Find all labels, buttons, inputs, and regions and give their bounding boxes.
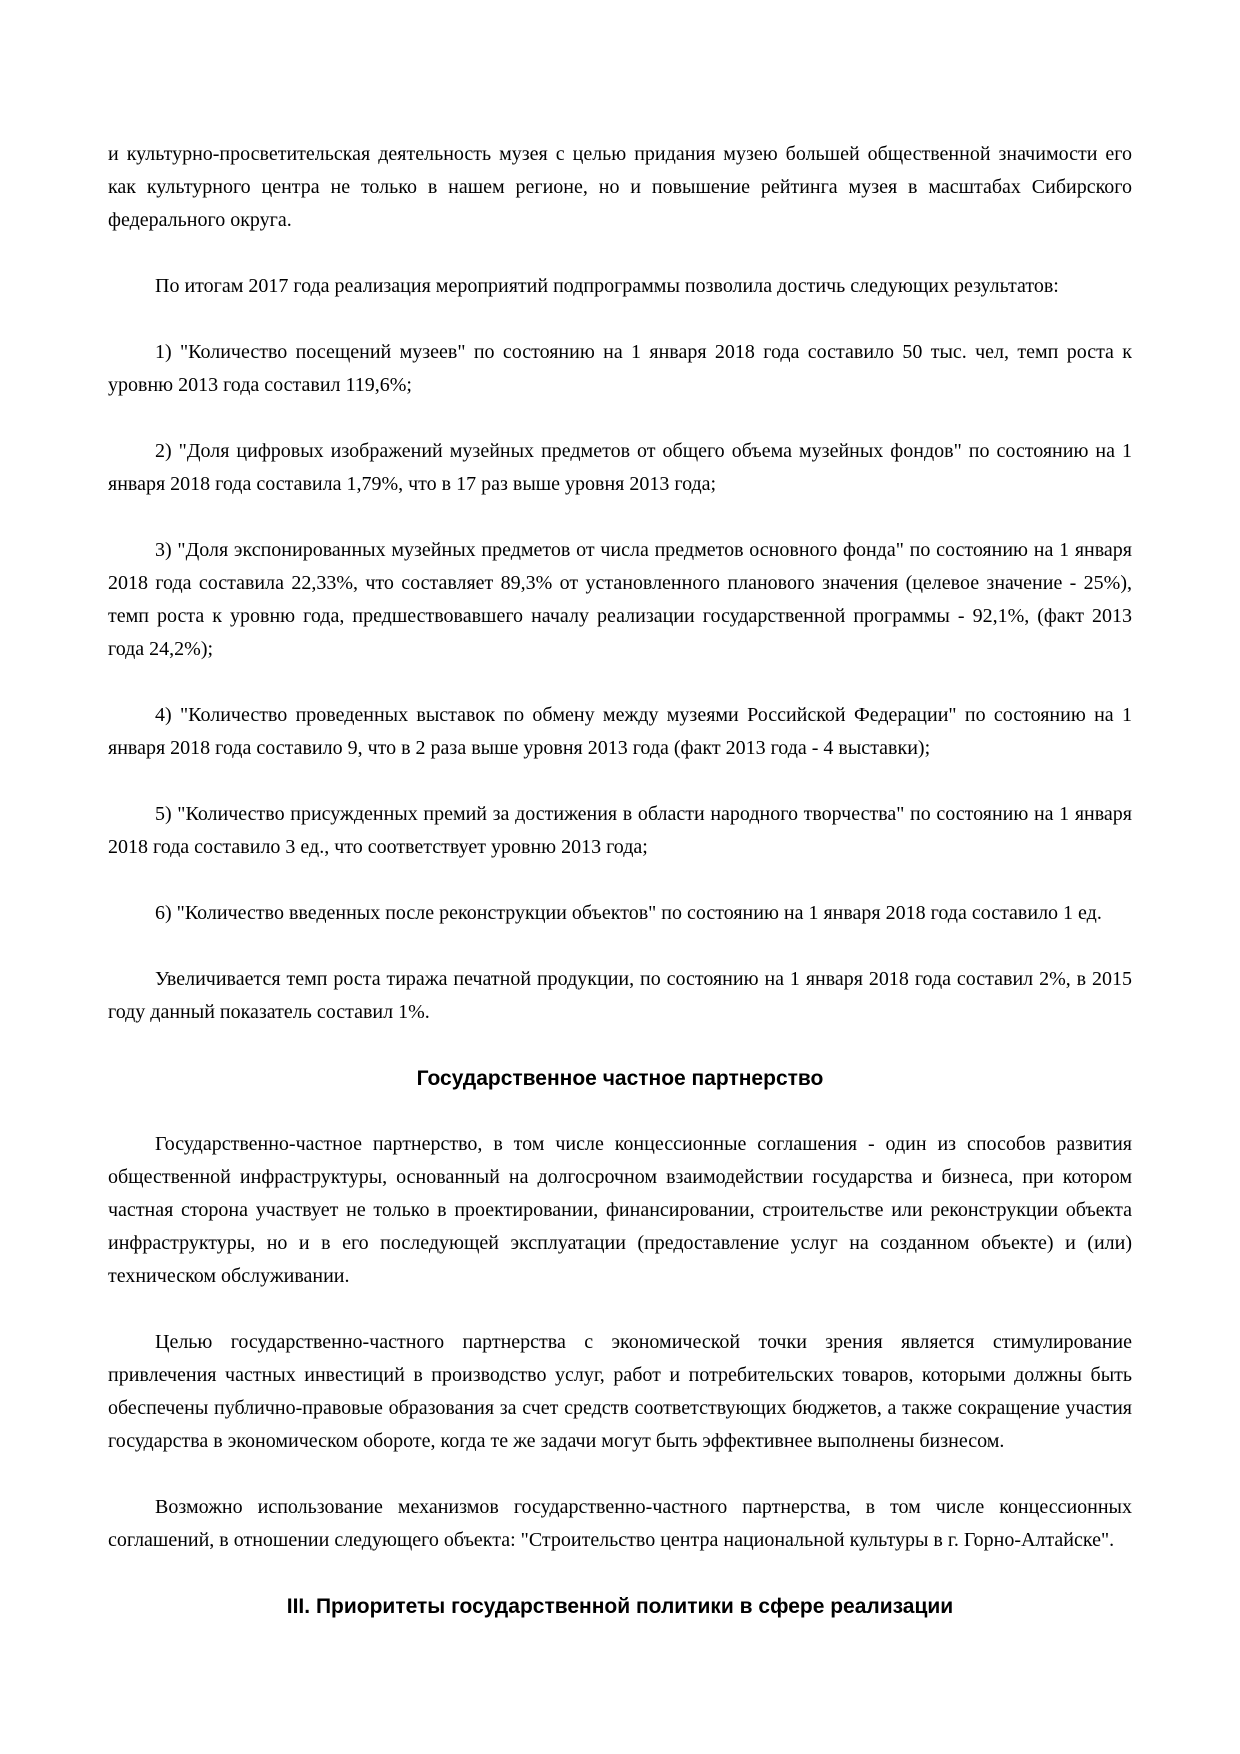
paragraph-ppp-object: Возможно использование механизмов государственно-частного партнерства, в том числе концессионных соглашений, в отношении следующего объекта: "Строительство центра национальной культуры в г. Горно-Алтайске". — [108, 1496, 1132, 1551]
section-heading-priorities: III. Приоритеты государственной политики в сфере реализации — [286, 1595, 954, 1618]
paragraph-2017-results-intro: По итогам 2017 года реализация мероприятий подпрограммы позволила достичь следующих результатов: — [155, 275, 1059, 297]
paragraph-result-3-exhibited-items: 3) "Доля экспонированных музейных предметов от числа предметов основного фонда" по состоянию на 1 января 2018 года составила 22,33%, что составляет 89,3% от установленного планового значения (целевое значение - 25%), темп роста к уровню года, предшествовавшего началу реализации государственной программы - 92,1%, (факт 2013 года 24,2%); — [108, 539, 1132, 660]
paragraph-result-2-digital-images: 2) "Доля цифровых изображений музейных предметов от общего объема музейных фондов" по состоянию на 1 января 2018 года составила 1,79%, что в 17 раз выше уровня 2013 года; — [108, 440, 1132, 495]
paragraph-ppp-definition: Государственно-частное партнерство, в том числе концессионные соглашения - один из способов развития общественной инфраструктуры, основанный на долгосрочном взаимодействии государства и бизнеса, при котором частная сторона участвует не только в проектировании, финансировании, строительстве или реконструкции объекта инфраструктуры, но и в его последующей эксплуатации (предоставление услуг на созданном объекте) и (или) техническом обслуживании. — [108, 1133, 1132, 1287]
section-heading-public-private-partnership: Государственное частное партнерство — [416, 1067, 824, 1090]
paragraph-result-5-awarded-prizes: 5) "Количество присужденных премий за достижения в области народного творчества" по состоянию на 1 января 2018 года составило 3 ед., что соответствует уровню 2013 года; — [108, 803, 1132, 858]
paragraph-result-6-reconstructed-objects: 6) "Количество введенных после реконструкции объектов" по состоянию на 1 января 2018 года составило 1 ед. — [155, 902, 1102, 924]
paragraph-result-1-museum-visits: 1) "Количество посещений музеев" по состоянию на 1 января 2018 года составило 50 тыс. чел, темп роста к уровню 2013 года составил 119,6%; — [108, 341, 1132, 396]
paragraph-result-4-exchange-exhibitions: 4) "Количество проведенных выставок по обмену между музеями Российской Федерации" по состоянию на 1 января 2018 года составило 9, что в 2 раза выше уровня 2013 года (факт 2013 года - 4 выставки); — [108, 704, 1132, 759]
paragraph-ppp-goal: Целью государственно-частного партнерства с экономической точки зрения является стимулирование привлечения частных инвестиций в производство услуг, работ и потребительских товаров, которыми должны быть обеспечены публично-правовые образования за счет средств соответствующих бюджетов, а также сокращение участия государства в экономическом обороте, когда те же задачи могут быть эффективнее выполнены бизнесом. — [108, 1331, 1132, 1452]
paragraph-print-circulation: Увеличивается темп роста тиража печатной продукции, по состоянию на 1 января 2018 года составил 2%, в 2015 году данный показатель составил 1%. — [108, 968, 1132, 1023]
paragraph-museum-activity: и культурно-просветительская деятельность музея с целью придания музею большей общественной значимости его как культурного центра не только в нашем регионе, но и повышение рейтинга музея в масштабах Сибирского федерального округа. — [108, 143, 1132, 231]
